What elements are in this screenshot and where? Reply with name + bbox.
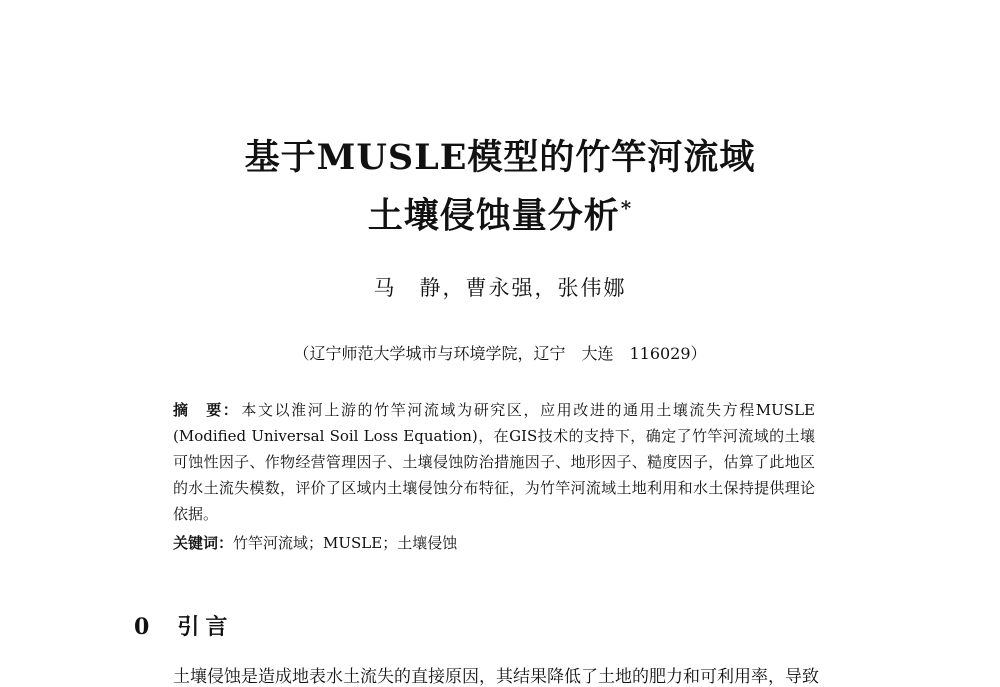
paper-title-line1: 基于MUSLE模型的竹竿河流域 bbox=[244, 137, 756, 178]
abstract-label: 摘 要： bbox=[173, 401, 240, 419]
affiliation: （辽宁师范大学城市与环境学院，辽宁 大连 116029） bbox=[293, 344, 707, 363]
author-list: 马 静，曹永强，张伟娜 bbox=[373, 276, 627, 300]
abstract-text: 本文以淮河上游的竹竿河流域为研究区，应用改进的通用土壤流失方程MUSLE (Modified Universal Soil Loss Equation)，在GIS技术的支持下，确定了竹竿河流域的土壤可蚀性因子、作物经营管理因子、土壤侵蚀防治措施因子、地形因子、糙度因子，估算了此地区的水土流失模数，评价了区域内土壤侵蚀分布特征，为竹竿河流域土地利用和水土保持提供理论依据。 bbox=[173, 401, 815, 523]
section-heading bbox=[134, 610, 233, 641]
paper-title-line2 bbox=[0, 188, 1000, 237]
body-paragraph: 土壤侵蚀是造成地表水土流失的直接原因，其结果降低了土地的肥力和可利用率，导致 bbox=[173, 667, 819, 687]
section-title: 引言 bbox=[177, 614, 234, 640]
keywords-label: 关键词： bbox=[173, 534, 234, 552]
paper-title-line2-text: 土壤侵蚀量分析 bbox=[367, 195, 620, 237]
section-number: 0 bbox=[134, 614, 156, 640]
title-footnote-marker: * bbox=[620, 196, 633, 220]
keywords bbox=[173, 532, 815, 554]
abstract bbox=[173, 397, 815, 527]
keywords-text: 竹竿河流域；MUSLE；土壤侵蚀 bbox=[233, 534, 458, 552]
